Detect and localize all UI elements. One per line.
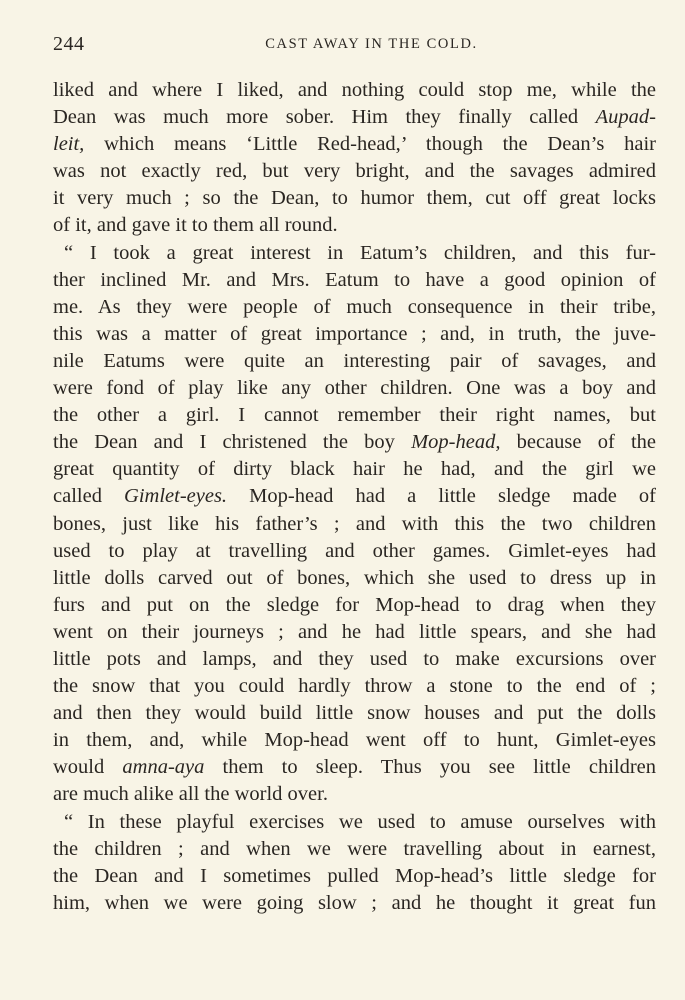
text-line: liked and where I liked, and nothing could stop me, while the	[53, 79, 656, 101]
text-line: would amna-aya them to sleep. Thus you see little children	[53, 756, 657, 779]
text-line: the children ; and when we were travelling about in earnest,	[53, 837, 656, 860]
text-line: in them, and, while Mop-head went off to hunt, Gimlet-eyes	[53, 729, 656, 752]
text-line: used to play at travelling and other games. Gimlet-eyes had	[53, 539, 656, 562]
text-line: nile Eatums were quite an interesting pair of savages, and	[53, 349, 656, 372]
text-line: called Gimlet-eyes. Mop-head had a little sledge made of	[53, 485, 656, 508]
running-title: CAST AWAY IN THE COLD.	[265, 36, 478, 52]
text-line: the Dean and I sometimes pulled Mop-head’s little sledge for	[53, 864, 656, 887]
text-line: great quantity of dirty black hair he had, and the girl we	[53, 458, 656, 481]
text-line: little pots and lamps, and they used to make excursions over	[53, 647, 656, 670]
text-line: leit, which means ‘Little Red-head,’ though the Dean’s hair	[53, 133, 656, 156]
page-number: 244	[53, 33, 85, 55]
text-line: Dean was much more sober. Him they finally called Aupad-	[53, 106, 656, 129]
text-line: went on their journeys ; and he had little spears, and she had	[53, 620, 656, 643]
text-line: of it, and gave it to them all round.	[53, 214, 338, 237]
text-line: “ I took a great interest in Eatum’s children, and this fur-	[64, 241, 656, 264]
text-line: the Dean and I christened the boy Mop-head, because of the	[53, 431, 657, 454]
text-line: him, when we were going slow ; and he thought it great fun	[53, 891, 656, 914]
text-line: the snow that you could hardly throw a stone to the end of ;	[53, 675, 656, 698]
text-line: it very much ; so the Dean, to humor them, cut off great locks	[53, 187, 656, 210]
text-line: me. As they were people of much consequence in their tribe,	[53, 295, 656, 318]
text-line: bones, just like his father’s ; and with this the two children	[53, 512, 656, 535]
text-line: little dolls carved out of bones, which she used to dress up in	[53, 566, 656, 589]
text-line: ther inclined Mr. and Mrs. Eatum to have a good opinion of	[53, 268, 656, 291]
text-line: “ In these playful exercises we used to amuse ourselves with	[64, 810, 656, 833]
text-line: the other a girl. I cannot remember their right names, but	[53, 404, 656, 427]
body-text	[53, 77, 656, 917]
text-line: furs and put on the sledge for Mop-head to drag when they	[53, 593, 656, 616]
page-header	[53, 33, 656, 55]
text-line: were fond of play like any other children. One was a boy and	[53, 377, 656, 400]
text-line: are much alike all the world over.	[53, 783, 328, 806]
text-line: and then they would build little snow houses and put the dolls	[53, 702, 656, 725]
text-line: this was a matter of great importance ; and, in truth, the juve-	[53, 322, 656, 345]
text-line: was not exactly red, but very bright, and the savages admired	[53, 160, 656, 183]
